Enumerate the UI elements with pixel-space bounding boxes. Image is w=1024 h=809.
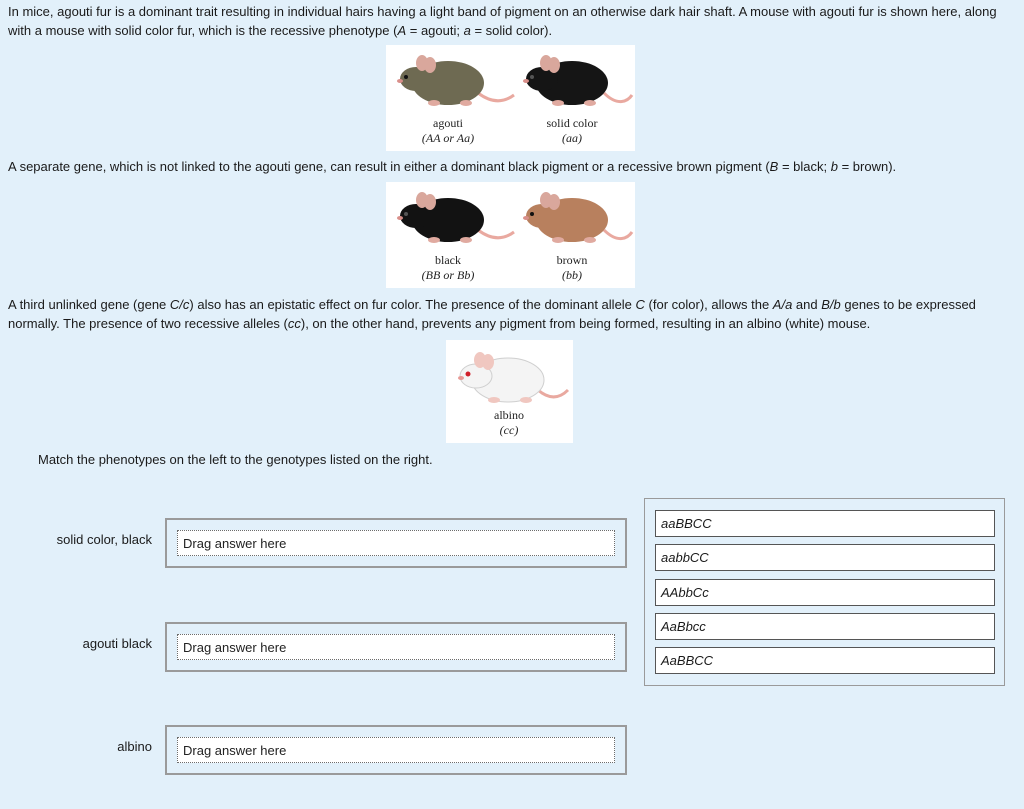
phenotype-label-solid-black: solid color, black: [56, 532, 152, 547]
caption-black: black (BB or Bb): [421, 253, 475, 282]
mouse-brown-illustration: [523, 192, 632, 243]
mouse-solid-color-illustration: [523, 55, 632, 106]
draggable-genotype[interactable]: aaBBCC: [655, 510, 995, 537]
intro-paragraph-black-brown: A separate gene, which is not linked to the agouti gene, can result in either a dominant black pigment or a recessive brown pigment (B = black; b = brown).: [8, 159, 897, 174]
figure-black-brown: [386, 182, 635, 288]
caption-brown: brown (bb): [556, 253, 588, 282]
drop-target-agouti-black[interactable]: [165, 622, 627, 672]
drop-target-albino[interactable]: [165, 725, 627, 775]
figure-albino: [446, 340, 573, 443]
drop-zone-placeholder[interactable]: Drag answer here: [177, 737, 615, 763]
draggable-genotype[interactable]: AaBbcc: [655, 613, 995, 640]
phenotype-label-albino: albino: [117, 739, 152, 754]
intro-paragraph-albino: A third unlinked gene (gene C/c) also has an epistatic effect on fur color. The presence of the dominant allele C (for color), allows the A/a and B/b genes to be expressed normally. The presence of two recessive alleles (cc), on the other hand, prevents any pigment from being formed, resulting in an albino (white) mouse.: [8, 297, 976, 331]
phenotype-label-agouti-black: agouti black: [82, 636, 152, 651]
drop-zone-placeholder[interactable]: Drag answer here: [177, 634, 615, 660]
figure-agouti-solid: [386, 45, 635, 151]
mouse-agouti-illustration: [397, 55, 514, 106]
intro-paragraph-agouti: In mice, agouti fur is a dominant trait resulting in individual hairs having a light band of pigment on an otherwise dark hair shaft. A mouse with agouti fur is shown here, along with a mouse with solid color fur, which is the recessive phenotype (A = agouti; a = solid color).: [8, 4, 997, 38]
drop-target-solid-black[interactable]: [165, 518, 627, 568]
drop-zone-placeholder[interactable]: Drag answer here: [177, 530, 615, 556]
answer-pool: [644, 498, 1005, 686]
draggable-genotype[interactable]: AaBBCC: [655, 647, 995, 674]
caption-agouti: agouti (AA or Aa): [421, 116, 475, 145]
draggable-genotype[interactable]: AAbbCc: [655, 579, 995, 606]
draggable-genotype[interactable]: aabbCC: [655, 544, 995, 571]
instruction-text: Match the phenotypes on the left to the genotypes listed on the right.: [38, 452, 433, 467]
caption-solid-color: solid color (aa): [546, 116, 598, 145]
caption-albino: albino (cc): [494, 408, 524, 437]
mouse-black-illustration: [397, 192, 514, 243]
mouse-albino-illustration: [458, 352, 568, 403]
